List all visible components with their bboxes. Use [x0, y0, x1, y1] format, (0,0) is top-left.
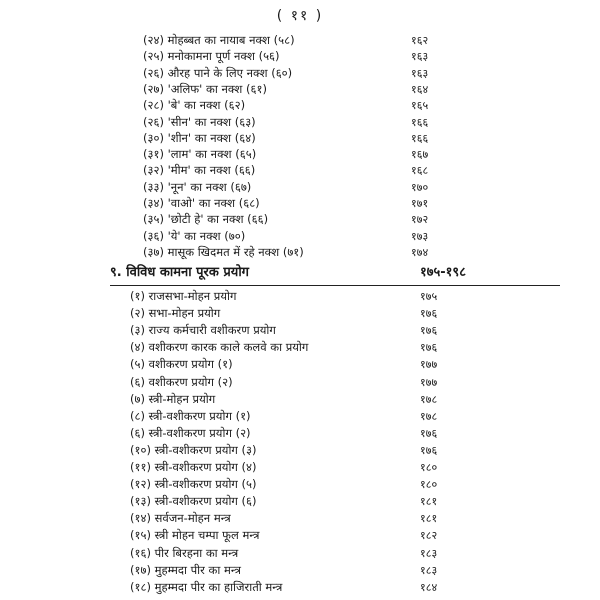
entry-page-number: १७८: [420, 392, 438, 406]
entry-title: (६) स्त्री-वशीकरण प्रयोग (२): [130, 425, 251, 440]
entry-title: (१५) स्त्री मोहन चम्पा फूल मन्त्र: [130, 528, 260, 543]
entry-page-number: १७७: [420, 375, 438, 389]
entry-title: (२५) मनोकामना पूर्ण नक्श (५६): [143, 49, 280, 64]
entry-page-number: १६२: [411, 34, 429, 47]
entry-title: (२७) 'अलिफ' का नक्श (६१): [143, 81, 267, 96]
entry-page-number: १८३: [420, 546, 438, 560]
section-divider: [110, 285, 560, 286]
page-number: ( ११ ): [276, 8, 324, 24]
entry-page-number: १७४: [411, 245, 429, 259]
entry-title: (८) स्त्री-वशीकरण प्रयोग (१): [130, 408, 251, 423]
entry-title: (५) वशीकरण प्रयोग (१): [130, 357, 233, 372]
entry-page-number: १८४: [420, 580, 438, 594]
entry-title: (३४) 'वाओ' का नक्श (६८): [143, 196, 260, 210]
entry-title: (२४) मोहब्बत का नायाब नक्श (५८): [143, 33, 295, 47]
entry-title: (११) स्त्री-वशीकरण प्रयोग (४): [130, 460, 257, 474]
entry-title: (१८) मुहम्मदा पीर का हाजिराती मन्त्र: [130, 579, 283, 594]
entry-page-number: १७६: [420, 341, 438, 355]
entry-title: (६) वशीकरण प्रयोग (२): [130, 374, 233, 389]
entry-page-number: १६६: [411, 131, 429, 145]
section-title: ९. विविध कामना पूरक प्रयोग: [110, 265, 250, 280]
entry-page-number: १६६: [411, 115, 429, 129]
entry-page-number: १८१: [420, 495, 438, 509]
entry-title: (३०) 'शीन' का नक्श (६४): [143, 130, 256, 145]
entry-title: (१६) पीर बिरहना का मन्त्र: [130, 545, 239, 560]
entry-page-number: १८२: [420, 529, 438, 543]
entry-page-number: १६८: [411, 164, 429, 178]
entry-page-number: १८३: [420, 563, 438, 577]
entry-page-number: १७६: [420, 426, 438, 440]
entry-title: (२६) औरह पाने के लिए नक्श (६०): [143, 65, 293, 80]
entry-title: (३७) मासूक खिदमत में रहे नक्श (७१): [143, 244, 304, 259]
entry-title: (१७) मुहम्मदा पीर का मन्त्र: [130, 562, 241, 577]
entry-title: (३३) 'नून' का नक्श (६७): [143, 179, 252, 194]
entry-title: (२८) 'बे' का नक्श (६२): [143, 98, 246, 113]
entry-page-number: १७३: [411, 229, 429, 243]
entry-page-number: १६३: [411, 66, 429, 80]
entry-title: (१२) स्त्री-वशीकरण प्रयोग (५): [130, 477, 257, 492]
entry-page-number: १६३: [411, 50, 429, 64]
entry-page-number: १७६: [420, 307, 438, 321]
entry-page-number: १७२: [411, 213, 429, 227]
entry-page-number: १६७: [411, 148, 429, 162]
entry-page-number: १७७: [420, 358, 438, 372]
entry-page-number: १७०: [411, 180, 429, 194]
entry-title: (३१) 'लाम' का नक्श (६५): [143, 147, 257, 162]
entry-page-number: १७६: [420, 324, 438, 338]
entry-title: (३२) 'मीम' का नक्श (६६): [143, 163, 256, 178]
entry-title: (४) वशीकरण कारक काले कलवे का प्रयोग: [130, 340, 309, 355]
entry-page-number: १६४: [411, 82, 429, 96]
entry-title: (३) राज्य कर्मचारी वशीकरण प्रयोग: [130, 323, 276, 338]
entry-title: (२६) 'सीन' का नक्श (६३): [143, 114, 256, 129]
entry-title: (१३) स्त्री-वशीकरण प्रयोग (६): [130, 494, 257, 509]
entry-page-number: १७८: [420, 409, 438, 423]
entry-title: (१) राजसभा-मोहन प्रयोग: [130, 289, 237, 303]
entry-title: (१४) सर्वजन-मोहन मन्त्र: [130, 511, 231, 526]
entry-page-number: १८०: [420, 461, 438, 474]
entry-page-number: १७५: [420, 290, 438, 303]
entry-title: (३५) 'छोटी हे' का नक्श (६६): [143, 212, 269, 227]
entry-title: (३६) 'ये' का नक्श (७०): [143, 228, 246, 243]
entry-page-number: १७६: [420, 443, 438, 457]
entry-title: (२) सभा-मोहन प्रयोग: [130, 306, 221, 321]
entry-page-number: १८१: [420, 512, 438, 526]
section-heading: [110, 263, 560, 283]
entry-title: (७) स्त्री-मोहन प्रयोग: [130, 391, 216, 406]
entry-page-number: १७१: [411, 197, 429, 210]
section-page-range: १७५-१९८: [420, 265, 466, 280]
entry-title: (१०) स्त्री-वशीकरण प्रयोग (३): [130, 442, 257, 457]
entry-page-number: १६५: [411, 99, 429, 113]
entry-page-number: १८०: [420, 478, 438, 492]
